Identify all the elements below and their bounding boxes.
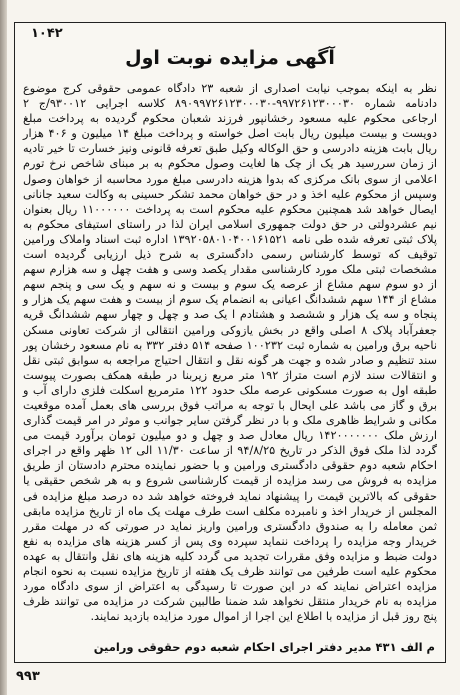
notice-body-text: نظر به اینکه بموجب نیابت اصداری از شعبه ۲۳ دادگاه عمومی حقوقی کرج موضوع دادنامه شماره ۹۹۷۲۶۱۲۳۰۰۰۳۰-۸۹۰۹۹۷۲۶۱۲۳۰۰۰۳۰ کلاسه اجرایی ۹۳۰۰۱۲/ج ۲ ارجاعی محکوم علیه مسعود رخشانپور فرزند شعبان محکوم گردیده به پرداخت مبلغ دویست و بیست میلیون ریال بابت اصل خواسته و پرداخت مبلغ ۱۴ میلیون و ۴۰۶ هزار ریال بابت هزینه دادرسی و حق الوکاله وکیل طبق تعرفه قانونی ونیز خسارت تا خیر تادیه از زمان سررسید هر یک از چک ها لغایت وصول محکوم به بر مبنای شاخص نرخ تورم اعلامی از سوی بانک مرکزی که بدوا هزینه دادرسی مبلغ مورد محاسبه از خواهان وصول وسپس از محکوم علیه اخذ و در حق خواهان محمد تشکر حسینی به وکالت سعید جانانی ایصال خواهد شد همچنین محکوم علیه محکوم است به پرداخت ۱۱۰۰۰۰۰۰ ریال بعنوان نیم عشردولتی در حق دولت جمهوری اسلامی ایران لذا در راستای استیفای محکوم به پلاک ثبتی تعرفه شده طی نامه ۱۳۹۲۰۵۸۰۱۰۴۰۰۱۶۱۵۲۱ اداره ثبت اسناد واملاک ورامین توقیف که توسط کارشناس رسمی دادگستری به شرح ذیل ارزیابی گردیده است مشخصات ثبتی ملک مورد کارشناسی مقدار یکصد وسی و هفت چهل و سه هزارم سهم از دو سوم سهم مشاع از عرصه یک سوم و بیست و نه سهم و یک سی و پنجم سهم مشاع از ۱۴۴ سهم ششدانگ اعیانی به انضمام یک سوم از بیست و هفت سهم یک هزار و پنجاه و سه یک هزار و ششصد و هشتادم ا یک صد و چهل و چهار سهم ششدانگ قریه جعفرآباد پلاک ۸ اصلی واقع در بخش یازوکی ورامین انتقالی از شرکت تعاونی مسکن ناحیه برق ورامین به شماره ثبت ۱۰۰۲۳۲ صفحه ۵۱۴ دفتر ۳۳۲ به نام مسعود رخشان پور سند تنظیم و صادر شده و جهت هر گونه نقل و انتقال احتیاج مراجعه به سوابق ثبتی نقل و انتقالات سند لازم است متراژ ۱۹۲ متر مربع زیربنا در طبقه همکف بصورت پیوست طبقه اول به صورت مسکونی عرصه ملک حدود ۱۲۲ مترمربع اسکلت فلزی دارای آب و برق و گاز می باشد علی ایحال با توجه به مراتب فوق بررسی های بعمل آمده موقعیت مکانی و شرایط ظاهری ملک و با در نظر گرفتن سایر جوانب و موثر در امر قیمت گذاری ارزش ملک ۱۴۲۰۰۰۰۰۰۰ ریال معادل صد و چهل و دو میلیون تومان برآورد قیمت می گردد لذا ملک فوق الذکر در تاریخ ۹۴/۸/۲۵ از ساعت ۱۱/۳۰ الی ۱۲ ظهر واقع در اجرای احکام شعبه دوم حقوقی دادگستری ورامین و با حضور نماینده محترم دادستان از طریق مزایده به فروش می رسد مزایده از قیمت کارشناسی شروع و به هر شخص حقیقی یا حقوقی که بالاترین قیمت را پیشنهاد نماید فروخته خواهد شد ده درصد مبلغ مزایده فی المجلس از خریدار اخذ و نامبرده مکلف است طرف مهلت یک ماه از تاریخ مزایده مابقی ثمن معامله را به صندوق دادگستری ورامین واریز نماید در صورتی که در مهلت مقرر خریدار وجه مزایده را پرداخت ننماید سپرده وی پس از کسر هزینه های مزایده به نفع دولت ضبط و مزایده وفق مقررات تجدید می گردد کلیه هزینه های نقل وانتقال به عهده محکوم علیه است طرفین می توانند ظرف یک هفته از تاریخ مزایده نسبت به نحوه انجام مزایده اعتراض نمایند که در این صورت تا رسیدگی به اعتراض از سوی دادگاه مورد مزایده به نام خریدار منتقل نخواهد شد ضمنا طالبین شرکت در مزایده می توانند ظرف پنج روز قبل از مزایده با اطلاع این اجرا از اموال مورد مزایده بازدید نمایند. [23, 82, 438, 624]
notice-title: آگهی مزایده نوبت اول [125, 47, 335, 69]
page-number: ۹۹۳ [16, 669, 40, 684]
notice-number: ۱۰۴۲ [31, 26, 63, 41]
auction-notice [14, 22, 446, 663]
notice-signature: م الف ۴۳۱ مدیر دفتر اجرای احکام شعبه دوم حقوقی ورامین [93, 640, 435, 654]
scan-edge-shadow [0, 0, 7, 695]
